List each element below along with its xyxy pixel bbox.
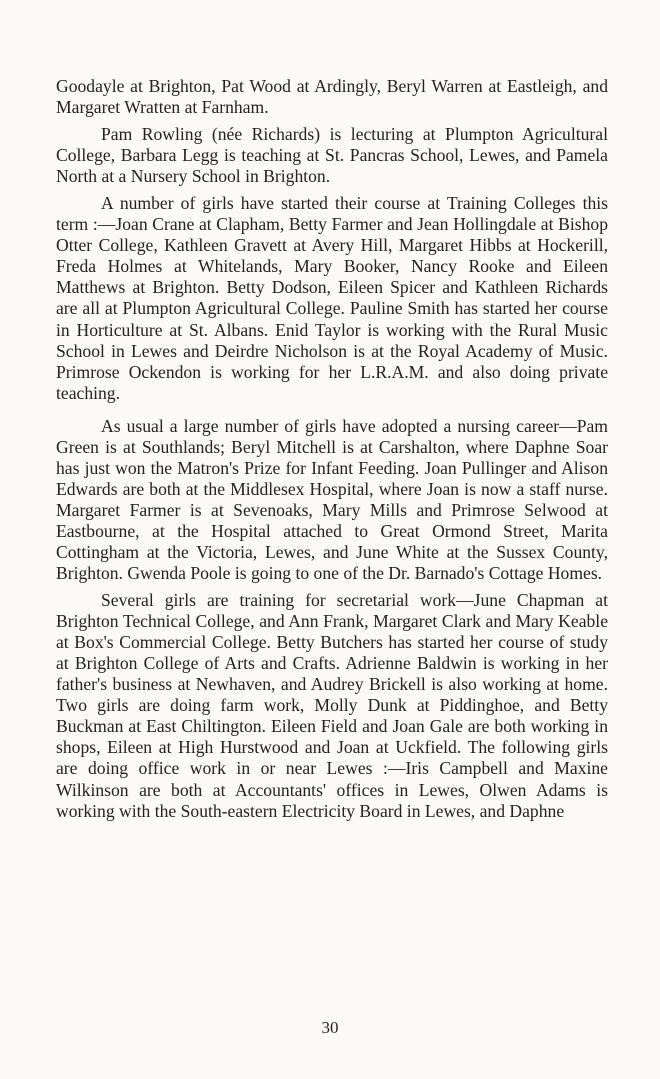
paragraph-training-colleges: A number of girls have started their course at Training Colleges this term :—Joan Crane at Clapham, Betty Farmer and Jean Hollingdale at Bishop Otter College, Kathleen Gravett at Avery Hill, Margaret Hibbs at Hockerill, Freda Holmes at Whitelands, Mary Booker, Nancy Rooke and Eileen Matthews at Brighton. Betty Dodson, Eileen Spicer and Kathleen Richards are all at Plumpton Agricultural College. Pauline Smith has started her course in Horticulture at St. Albans. Enid Taylor is working with the Rural Music School in Lewes and Deirdre Nicholson is at the Royal Academy of Music. Primrose Ockendon is working for her L.R.A.M. and also doing private teaching. [56,193,608,403]
paragraph-nursing-careers: As usual a large number of girls have adopted a nursing career—Pam Green is at Southlands; Beryl Mitchell is at Carshalton, where Daphne Soar has just won the Matron's Prize for Infant Feeding. Joan Pullinger and Alison Edwards are both at the Middlesex Hospital, where Joan is now a staff nurse. Margaret Farmer is at Sevenoaks, Mary Mills and Primrose Selwood at Eastbourne, at the Hospital attached to Great Ormond Street, Marita Cottingham at the Victoria, Lewes, and June White at the Sussex County, Brighton. Gwenda Poole is going to one of the Dr. Barnado's Cottage Homes. [56,415,608,584]
page-number: 30 [321,1018,339,1037]
page-body [56,76,608,822]
paragraph-secretarial-work: Several girls are training for secretarial work—June Chapman at Brighton Technical College, and Ann Frank, Margaret Clark and Mary Keable at Box's Commercial College. Betty Butchers has started her course of study at Brighton College of Arts and Crafts. Adrienne Baldwin is working in her father's business at Newhaven, and Audrey Brickell is also working at home. Two girls are doing farm work, Molly Dunk at Piddinghoe, and Betty Buckman at East Chiltington. Eileen Field and Joan Gale are both working in shops, Eileen at High Hurstwood and Joan at Uckfield. The following girls are doing office work in or near Lewes :—Iris Campbell and Maxine Wilkinson are both at Accountants' offices in Lewes, Olwen Adams is working with the South-eastern Electricity Board in Lewes, and Daphne [56,590,608,821]
paragraph-continued: Goodayle at Brighton, Pat Wood at Ardingly, Beryl Warren at Eastleigh, and Margaret Wratten at Farnham. [56,76,608,118]
paragraph-lecturing-teaching: Pam Rowling (née Richards) is lecturing at Plumpton Agricultural College, Barbara Legg is teaching at St. Pancras School, Lewes, and Pamela North at a Nursery School in Brighton. [56,124,608,187]
